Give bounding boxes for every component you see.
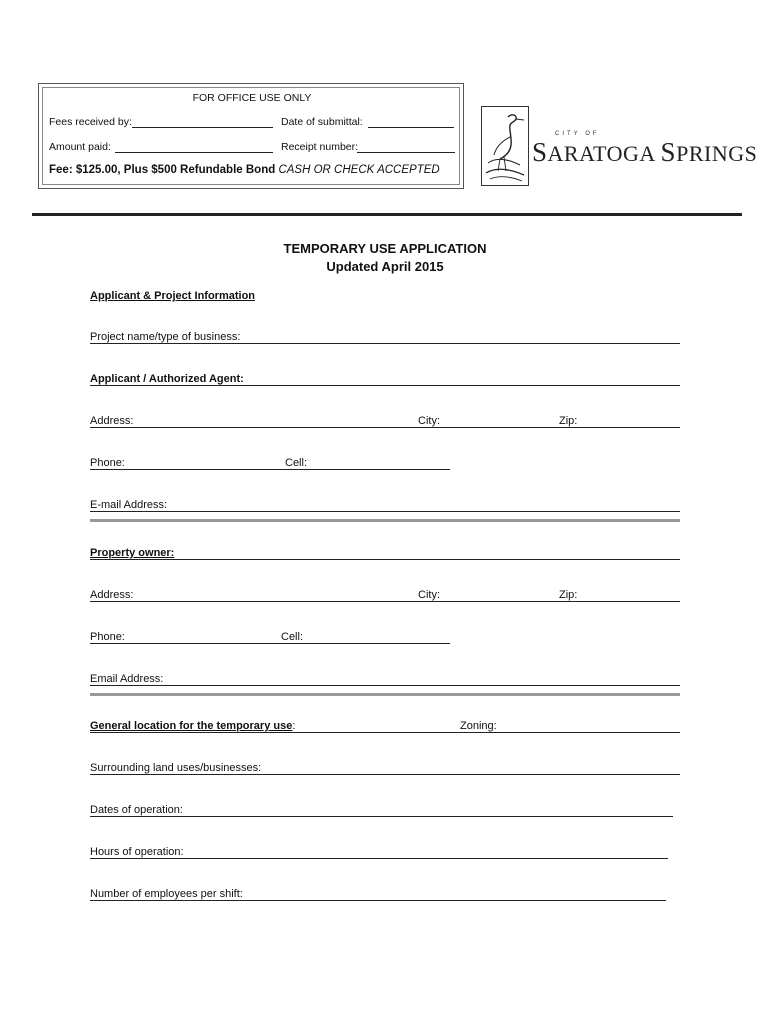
- owner-zip-label: Zip:: [559, 589, 578, 601]
- general-location-text: General location for the temporary use: [90, 720, 293, 732]
- applicant-phone-label: Phone:: [90, 457, 125, 469]
- applicant-phone-field[interactable]: [90, 469, 450, 470]
- receipt-number-label: Receipt number:: [281, 141, 359, 153]
- logo-word-aratoga: ARATOGA: [547, 141, 661, 166]
- agent-field[interactable]: [90, 385, 680, 386]
- section-divider: [90, 519, 680, 522]
- header-rule: [32, 213, 742, 216]
- fee-statement: [49, 164, 440, 176]
- fees-received-field[interactable]: [132, 127, 273, 128]
- logo-initial-s: S: [532, 137, 548, 167]
- hours-field[interactable]: [90, 858, 668, 859]
- office-use-title: FOR OFFICE USE ONLY: [192, 92, 312, 104]
- employees-field[interactable]: [90, 900, 666, 901]
- amount-paid-label: Amount paid:: [49, 141, 111, 153]
- fees-received-label: Fees received by:: [49, 116, 132, 128]
- general-location-label: [90, 720, 295, 732]
- employees-label: Number of employees per shift:: [90, 888, 243, 900]
- surrounding-uses-label: Surrounding land uses/businesses:: [90, 762, 262, 774]
- owner-address-label: Address:: [90, 589, 134, 601]
- owner-phone-field[interactable]: [90, 643, 450, 644]
- subtitle-line: Updated April 2015: [326, 259, 444, 274]
- surrounding-uses-field[interactable]: [90, 774, 680, 775]
- owner-email-field[interactable]: [90, 685, 680, 686]
- applicant-address-field[interactable]: [90, 427, 680, 428]
- logo-frame: [481, 106, 529, 186]
- owner-cell-label: Cell:: [281, 631, 304, 643]
- logo-city-of: CITY OF: [555, 131, 600, 137]
- project-name-label: Project name/type of business:: [90, 331, 241, 343]
- general-location-field[interactable]: [90, 732, 680, 733]
- logo-wordmark: [532, 137, 757, 168]
- logo-initial-s2: S: [660, 137, 677, 167]
- title-line: TEMPORARY USE APPLICATION: [283, 241, 487, 256]
- applicant-cell-label: Cell:: [285, 457, 308, 469]
- date-submittal-field[interactable]: [368, 127, 454, 128]
- fee-amount: Fee: $125.00, Plus $500 Refundable Bond: [49, 164, 276, 176]
- agent-label: Applicant / Authorized Agent:: [90, 373, 244, 385]
- logo-word-prings: PRINGS: [676, 141, 758, 166]
- applicant-zip-label: Zip:: [559, 415, 578, 427]
- owner-heading: Property owner:: [90, 547, 175, 559]
- applicant-section-heading: Applicant & Project Information: [90, 290, 256, 302]
- receipt-number-field[interactable]: [357, 152, 455, 153]
- project-name-field[interactable]: [90, 343, 680, 344]
- applicant-email-field[interactable]: [90, 511, 680, 512]
- owner-address-field[interactable]: [90, 601, 680, 602]
- general-location-colon: :: [292, 720, 296, 732]
- dates-label: Dates of operation:: [90, 804, 183, 816]
- owner-field[interactable]: [90, 559, 680, 560]
- zoning-label: Zoning:: [460, 720, 497, 732]
- heron-icon: [482, 107, 528, 185]
- date-submittal-label: Date of submittal:: [281, 116, 363, 128]
- applicant-email-label: E-mail Address:: [90, 499, 168, 511]
- document-title: [0, 240, 770, 276]
- owner-email-label: Email Address:: [90, 673, 164, 685]
- applicant-city-label: City:: [418, 415, 440, 427]
- section-divider: [90, 693, 680, 696]
- hours-label: Hours of operation:: [90, 846, 184, 858]
- dates-field[interactable]: [90, 816, 673, 817]
- owner-phone-label: Phone:: [90, 631, 125, 643]
- amount-paid-field[interactable]: [115, 152, 273, 153]
- payment-methods: CASH OR CHECK ACCEPTED: [278, 164, 440, 176]
- applicant-address-label: Address:: [90, 415, 134, 427]
- owner-city-label: City:: [418, 589, 440, 601]
